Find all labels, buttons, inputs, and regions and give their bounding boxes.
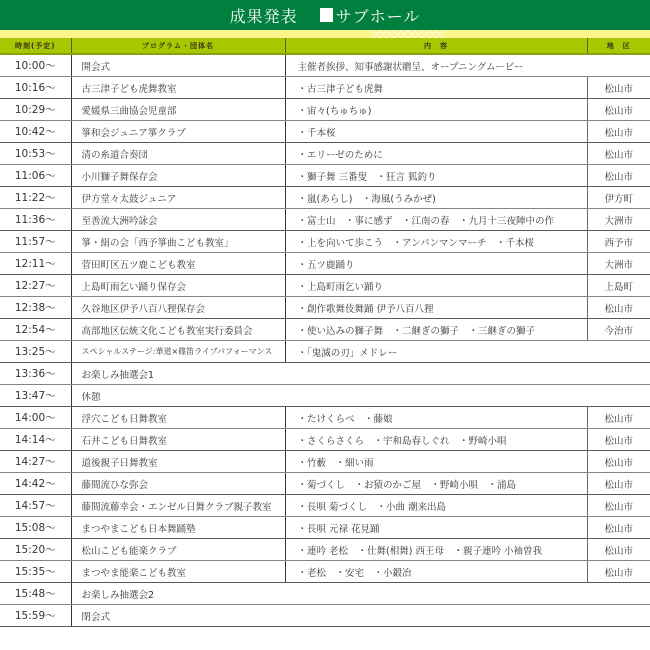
- square-bullet-icon: [320, 8, 333, 22]
- time-cell: 14:42〜: [0, 473, 71, 495]
- table-row: [0, 451, 650, 473]
- content-cell: ・宙々(ちゅちゅ): [285, 99, 587, 121]
- program-cell: 箏・絹の会「西予箏曲こども教室」: [71, 231, 285, 253]
- program-cell: まつやま能楽こども教室: [71, 561, 285, 583]
- time-cell: 15:59〜: [0, 605, 71, 627]
- time-cell: 10:42〜: [0, 121, 71, 143]
- column-header-content: 内 容: [285, 38, 587, 54]
- program-cell: 伊方堂々太鼓ジュニア: [71, 187, 285, 209]
- program-cell: 藤間流藤幸会・エンゼル日舞クラブ親子教室: [71, 495, 285, 517]
- table-row: [0, 319, 650, 341]
- area-cell: 松山市: [587, 561, 650, 583]
- content-cell: ・上島町雨乞い踊り: [285, 275, 587, 297]
- program-cell: 石井こども日舞教室: [71, 429, 285, 451]
- content-cell: 主催者挨拶、知事感謝状贈呈、オープニングムービー: [285, 54, 650, 77]
- table-row: [0, 121, 650, 143]
- table-row: [0, 583, 650, 605]
- program-cell: スペシャルステージ:華道×篠笛ライブパフォーマンス: [71, 341, 285, 363]
- table-row: [0, 429, 650, 451]
- table-row: [0, 363, 650, 385]
- program-cell: 上島町雨乞い踊り保存会: [71, 275, 285, 297]
- content-cell: ・上を向いて歩こう ・アンパンマンマーチ ・千本桜: [285, 231, 587, 253]
- content-cell: ・連吟 老松 ・仕舞(相舞) 西王母 ・親子連吟 小袖曽我: [285, 539, 587, 561]
- area-cell: 伊方町: [587, 187, 650, 209]
- time-cell: 12:54〜: [0, 319, 71, 341]
- content-cell: ・長唄 菊づくし ・小曲 潮来出島: [285, 495, 587, 517]
- time-cell: 14:57〜: [0, 495, 71, 517]
- table-row: [0, 385, 650, 407]
- time-cell: 15:20〜: [0, 539, 71, 561]
- column-header-time: 時刻(予定): [0, 38, 71, 54]
- decorative-band: [0, 30, 650, 38]
- time-cell: 13:47〜: [0, 385, 71, 407]
- area-cell: 松山市: [587, 143, 650, 165]
- area-cell: 大洲市: [587, 253, 650, 275]
- area-cell: 松山市: [587, 495, 650, 517]
- area-cell: 松山市: [587, 99, 650, 121]
- time-cell: 14:27〜: [0, 451, 71, 473]
- time-cell: 10:53〜: [0, 143, 71, 165]
- area-cell: 松山市: [587, 451, 650, 473]
- program-cell: 休憩: [71, 385, 650, 407]
- program-cell: 古三津子ども虎舞教室: [71, 77, 285, 99]
- time-cell: 10:29〜: [0, 99, 71, 121]
- column-header-row: [0, 38, 650, 54]
- column-header-area: 地 区: [587, 38, 650, 54]
- program-cell: 菅田町区五ツ鹿こども教室: [71, 253, 285, 275]
- content-cell: ・富士山 ・事に感ず ・江南の春 ・九月十三夜陣中の作: [285, 209, 587, 231]
- table-row: [0, 407, 650, 429]
- time-cell: 12:38〜: [0, 297, 71, 319]
- content-cell: ・長唄 元禄 花見踊: [285, 517, 587, 539]
- time-cell: 13:36〜: [0, 363, 71, 385]
- table-row: [0, 539, 650, 561]
- content-cell: ・千本桜: [285, 121, 587, 143]
- time-cell: 12:11〜: [0, 253, 71, 275]
- time-cell: 12:27〜: [0, 275, 71, 297]
- time-cell: 11:22〜: [0, 187, 71, 209]
- area-cell: 大洲市: [587, 209, 650, 231]
- area-cell: 松山市: [587, 165, 650, 187]
- time-cell: 15:35〜: [0, 561, 71, 583]
- area-cell: 西予市: [587, 231, 650, 253]
- table-row: [0, 165, 650, 187]
- area-cell: 今治市: [587, 319, 650, 341]
- table-row: [0, 231, 650, 253]
- content-cell: ・菊づくし ・お猿のかご屋 ・野崎小唄 ・浦島: [285, 473, 587, 495]
- program-cell: 藤間流ひな弥会: [71, 473, 285, 495]
- content-cell: ・竹藪 ・細い雨: [285, 451, 587, 473]
- time-cell: 11:36〜: [0, 209, 71, 231]
- program-cell: 久谷地区伊予八百八狸保存会: [71, 297, 285, 319]
- time-cell: 10:16〜: [0, 77, 71, 99]
- title-bar: [0, 0, 650, 30]
- area-cell: 上島町: [587, 275, 650, 297]
- table-row: [0, 517, 650, 539]
- table-row: [0, 54, 650, 77]
- content-cell: ・古三津子ども虎舞: [285, 77, 587, 99]
- area-cell: 松山市: [587, 429, 650, 451]
- lattice-pattern-icon: [372, 30, 444, 38]
- time-cell: 13:25〜: [0, 341, 71, 363]
- content-cell: ・「鬼滅の刃」メドレー: [285, 341, 650, 363]
- table-row: [0, 297, 650, 319]
- area-cell: 松山市: [587, 297, 650, 319]
- table-row: [0, 99, 650, 121]
- program-cell: 清の糸道合奏団: [71, 143, 285, 165]
- table-row: [0, 605, 650, 627]
- area-cell: 松山市: [587, 77, 650, 99]
- content-cell: ・使い込みの獅子舞 ・二継ぎの獅子 ・三継ぎの獅子: [285, 319, 587, 341]
- program-cell: 至善流大洲吟詠会: [71, 209, 285, 231]
- column-header-program: プログラム・団体名: [71, 38, 285, 54]
- time-cell: 11:06〜: [0, 165, 71, 187]
- table-row: [0, 77, 650, 99]
- table-row: [0, 187, 650, 209]
- area-cell: 松山市: [587, 407, 650, 429]
- program-cell: 愛媛県三曲協会児童部: [71, 99, 285, 121]
- table-row: [0, 275, 650, 297]
- table-row: [0, 495, 650, 517]
- program-cell: 開会式: [71, 54, 285, 77]
- content-cell: ・五ツ鹿踊り: [285, 253, 587, 275]
- program-cell: 高部地区伝統文化こども教室実行委員会: [71, 319, 285, 341]
- program-cell: 小川獅子舞保存会: [71, 165, 285, 187]
- table-row: [0, 209, 650, 231]
- table-row: [0, 341, 650, 363]
- content-cell: ・さくらさくら ・宇和島春しぐれ ・野崎小唄: [285, 429, 587, 451]
- time-cell: 14:00〜: [0, 407, 71, 429]
- page-title: 成果発表: [229, 6, 298, 26]
- table-row: [0, 253, 650, 275]
- program-cell: お楽しみ抽選会1: [71, 363, 650, 385]
- program-cell: 松山こども能楽クラブ: [71, 539, 285, 561]
- time-cell: 10:00〜: [0, 54, 71, 77]
- time-cell: 15:48〜: [0, 583, 71, 605]
- time-cell: 14:14〜: [0, 429, 71, 451]
- content-cell: ・創作歌舞伎舞踊 伊予八百八狸: [285, 297, 587, 319]
- program-cell: まつやまこども日本舞踊塾: [71, 517, 285, 539]
- area-cell: 松山市: [587, 517, 650, 539]
- content-cell: ・たけくらべ ・藤娘: [285, 407, 587, 429]
- content-cell: ・嵐(あらし) ・海風(うみかぜ): [285, 187, 587, 209]
- content-cell: ・老松 ・安宅 ・小鍛冶: [285, 561, 587, 583]
- program-cell: 浮穴こども日舞教室: [71, 407, 285, 429]
- area-cell: 松山市: [587, 121, 650, 143]
- time-cell: 15:08〜: [0, 517, 71, 539]
- program-cell: 閉会式: [71, 605, 650, 627]
- area-cell: 松山市: [587, 539, 650, 561]
- time-cell: 11:57〜: [0, 231, 71, 253]
- program-cell: 道後親子日舞教室: [71, 451, 285, 473]
- program-cell: お楽しみ抽選会2: [71, 583, 650, 605]
- area-cell: 松山市: [587, 473, 650, 495]
- content-cell: ・エリーゼのために: [285, 143, 587, 165]
- venue-name: サブホール: [335, 6, 421, 26]
- program-cell: 箏和会ジュニア箏クラブ: [71, 121, 285, 143]
- content-cell: ・獅子舞 三番叟 ・狂言 狐釣り: [285, 165, 587, 187]
- schedule-table: [0, 38, 650, 627]
- table-row: [0, 143, 650, 165]
- table-row: [0, 561, 650, 583]
- table-row: [0, 473, 650, 495]
